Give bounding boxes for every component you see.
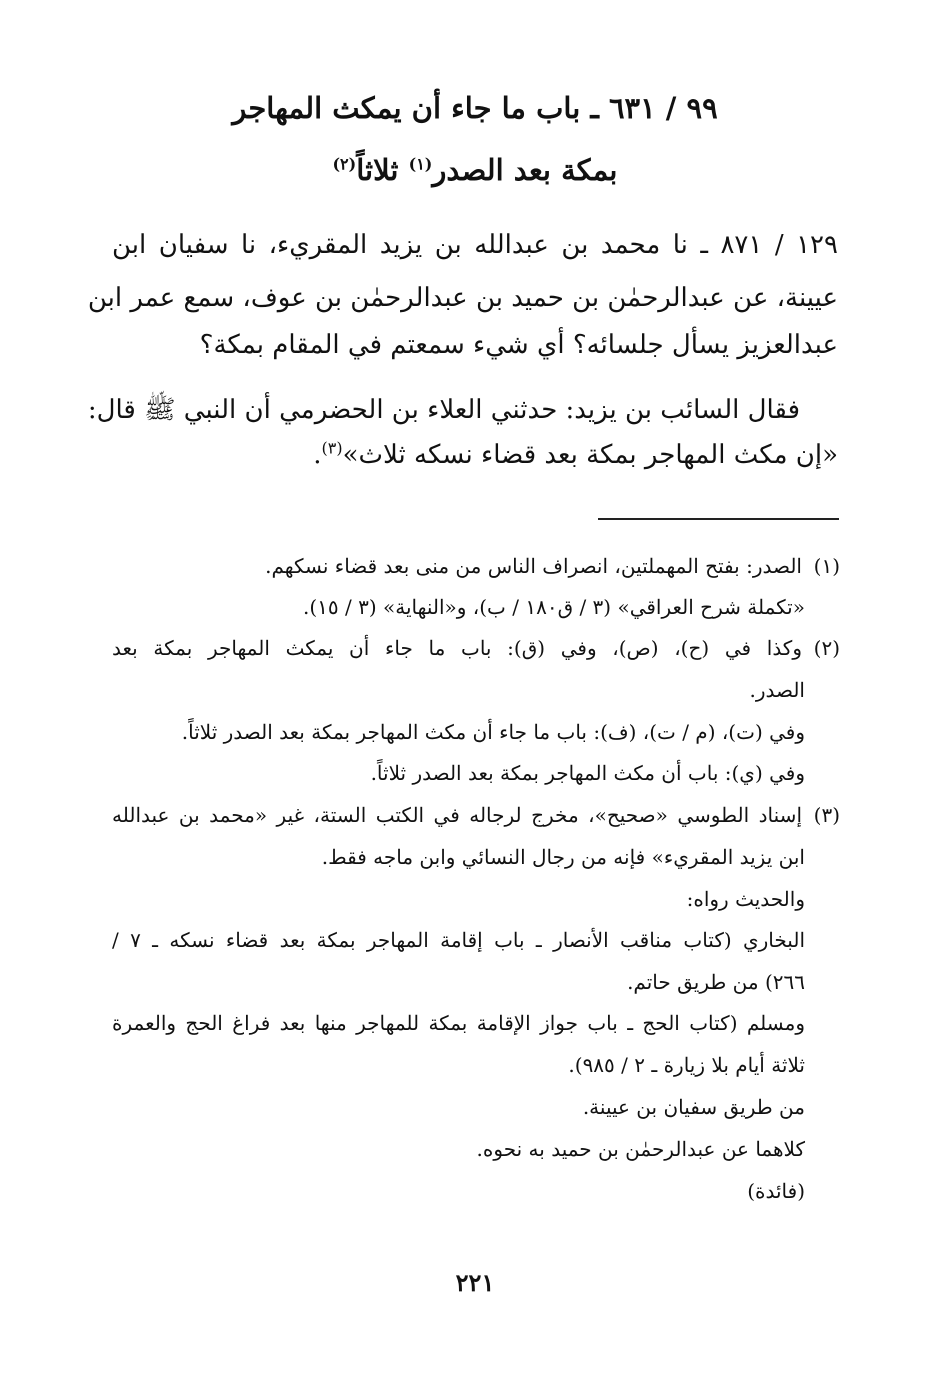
- footnote-separator: [598, 518, 839, 520]
- hadith-line-5: [112, 435, 838, 475]
- footnote-3-line-10: (فائدة): [747, 1179, 805, 1203]
- footnote-2-line-1: [112, 633, 840, 663]
- footnote-1-line-2: «تكملة شرح العراقي» (٣ / ق١٨٠ / ب)، و«النهاية» (٣ / ١٥).: [302, 595, 805, 619]
- chapter-title-line-2: [60, 150, 890, 190]
- footnote-3-line-1: [112, 800, 840, 830]
- chapter-title-text: بمكة بعد الصدر: [432, 153, 618, 187]
- footnote-ref-1: (١): [408, 154, 433, 174]
- footnote-2-number: (٢): [813, 636, 840, 660]
- footnote-3-line-4: البخاري (كتاب مناقب الأنصار ـ باب إقامة المهاجر بمكة بعد قضاء نسكه ـ ٧ /: [112, 928, 805, 952]
- footnote-1-text: الصدر: بفتح المهملتين، انصراف الناس من منى بعد قضاء نسكهم.: [265, 554, 802, 578]
- footnote-1-line-1: [112, 551, 840, 581]
- footnote-1-number: (١): [813, 554, 840, 578]
- footnote-3-text: إسناد الطوسي «صحيح»، مخرج لرجاله في الكتب الستة، غير «محمد بن عبدالله: [112, 803, 802, 827]
- hadith-line-4: فقال السائب بن يزيد: حدثني العلاء بن الحضرمي أن النبي ﷺ قال:: [87, 395, 800, 425]
- hadith-line-2: عيينة، عن عبدالرحمٰن بن حميد بن عبدالرحمٰن بن عوف، سمع عمر ابن: [87, 283, 838, 313]
- footnote-3-line-7: ثلاثة أيام بلا زيارة ـ ٢ / ٩٨٥).: [568, 1053, 805, 1077]
- chapter-title-line-1: ٩٩ / ٦٣١ ـ باب ما جاء أن يمكث المهاجر: [232, 91, 718, 125]
- footnote-2-line-4: وفي (ي): باب أن مكث المهاجر بمكة بعد الصدر ثلاثاً.: [370, 761, 805, 785]
- chapter-title-word: ثلاثاً: [356, 153, 409, 187]
- hadith-end-mark: .: [313, 440, 322, 470]
- footnote-3-line-9: كلاهما عن عبدالرحمٰن بن حميد به نحوه.: [476, 1137, 805, 1161]
- hadith-quote: «إن مكث المهاجر بمكة بعد قضاء نسكه ثلاث»: [342, 440, 838, 470]
- footnote-ref-2: (٢): [332, 154, 357, 174]
- footnote-3-line-2: ابن يزيد المقريء» فإنه من رجال النسائي وابن ماجه فقط.: [321, 845, 805, 869]
- hadith-line-1: ١٢٩ / ٨٧١ ـ نا محمد بن عبدالله بن يزيد المقريء، نا سفيان ابن: [112, 230, 838, 260]
- footnote-3-line-6: ومسلم (كتاب الحج ـ باب جواز الإقامة بمكة للمهاجر منها بعد فراغ الحج والعمرة: [112, 1011, 805, 1035]
- footnote-ref-3: (٣): [321, 438, 343, 458]
- footnote-3-line-5: ٢٦٦) من طريق حاتم.: [627, 970, 805, 994]
- footnote-2-line-3: وفي (ت)، (م / ت)، (ف): باب ما جاء أن مكث المهاجر بمكة بعد الصدر ثلاثاً.: [181, 720, 805, 744]
- footnote-3-line-3: والحديث رواه:: [686, 887, 805, 911]
- footnote-2-line-2: الصدر.: [749, 678, 805, 702]
- footnote-2-text: وكذا في (ح)، (ص)، وفي (ق): باب ما جاء أن يمكث المهاجر بمكة بعد: [112, 636, 802, 660]
- hadith-line-3: عبدالعزيز يسأل جلسائه؟ أي شيء سمعتم في المقام بمكة؟: [199, 330, 838, 360]
- page-number: ٢٢١: [455, 1268, 495, 1297]
- footnote-3-number: (٣): [813, 803, 840, 827]
- footnote-3-line-8: من طريق سفيان بن عيينة.: [582, 1095, 805, 1119]
